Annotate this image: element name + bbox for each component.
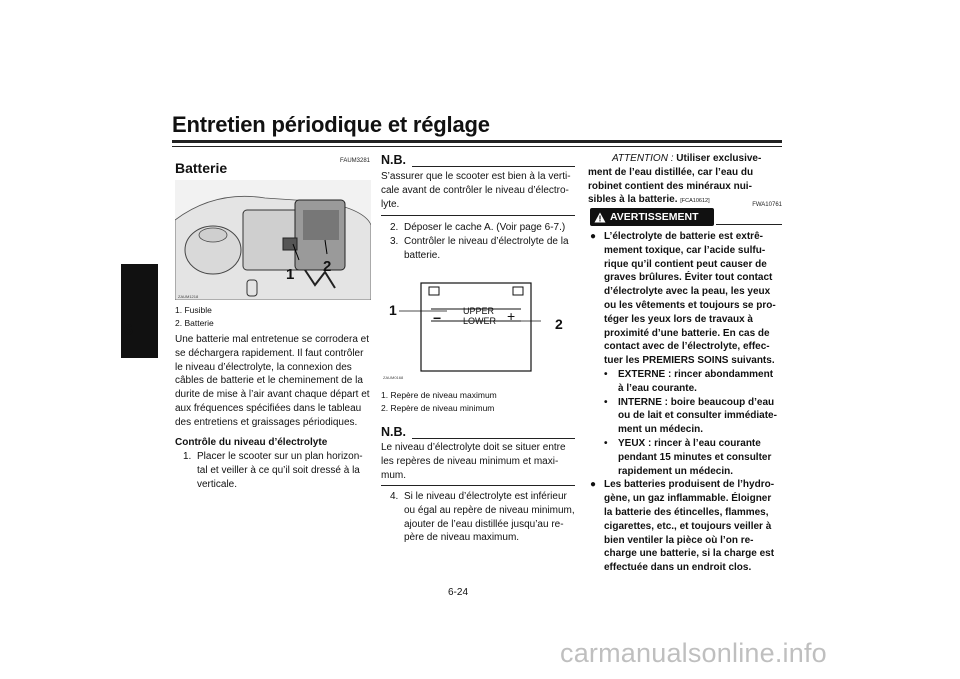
paragraph-line: Une batterie mal entretenue se corrodera et — [175, 334, 369, 345]
caption-item: 2. Batterie — [175, 318, 214, 328]
paragraph-line: le niveau d’électrolyte, la connexion des — [175, 361, 352, 373]
step-text: ajouter de l’eau distillée jusqu’au re- — [404, 518, 564, 530]
battery-level-figure — [381, 275, 575, 385]
caption-item: 1. Repère de niveau maximum — [381, 390, 497, 400]
paragraph-line: durite de mise à l’air avant chaque départ et — [175, 389, 370, 401]
step-text: batterie. — [404, 249, 441, 261]
note-line: lyte. — [381, 198, 400, 210]
warning-bullet: ● Les batteries produisent de l’hydro- gène, un gaz inflammable. Éloigner la batterie des étincelles, flammes, cigarettes, etc., et toujours veiller à bien ventiler la pièce où l’on re- charge une batterie, si la charge est effectuée dans un endroit clos. — [590, 479, 775, 574]
figure-label-1: 1 — [286, 266, 295, 283]
figure-code: ZAUM0168 — [383, 375, 404, 380]
step-text: père de niveau maximum. — [404, 532, 520, 544]
battery-photo — [175, 180, 371, 300]
attention-line: Utiliser exclusive- — [676, 153, 762, 164]
step-number: 2. — [390, 222, 399, 233]
paragraph-line: aux fréquences spécifiées dans le tableau — [175, 402, 362, 414]
note-end-rule — [381, 485, 575, 486]
note-line: mum. — [381, 469, 406, 481]
step-4 — [390, 490, 575, 545]
warning-list — [590, 230, 782, 575]
header-rule-thin — [172, 146, 782, 147]
header-rule — [172, 140, 782, 143]
chapter-tab — [121, 264, 158, 358]
figure-label-1: 1 — [389, 302, 397, 318]
step-text: tal et veiller à ce qu’il soit dressé à la — [197, 464, 360, 476]
attention-line: robinet contient des minéraux nui- — [588, 180, 752, 192]
warning-sub-bullet: • INTERNE : boire beaucoup d’eau ou de lait et consulter immédiate- ment un médecin. — [604, 396, 777, 436]
step-number: 4. — [390, 491, 399, 502]
figure-label-2: 2 — [323, 258, 332, 275]
upper-mark: UPPER — [463, 306, 495, 316]
lower-mark: LOWER — [463, 316, 497, 326]
note-line: Le niveau d’électrolyte doit se situer entre — [381, 442, 566, 453]
note-line: S’assurer que le scooter est bien à la verti- — [381, 171, 571, 182]
note-title: N.B. — [381, 153, 406, 167]
warning-badge — [590, 208, 714, 226]
figure-code: ZAUM1218 — [178, 294, 199, 299]
step-text: Placer le scooter sur un plan horizon- — [197, 451, 363, 462]
caption-item: 2. Repère de niveau minimum — [381, 403, 495, 413]
step-text: Contrôler le niveau d’électrolyte de la — [404, 236, 569, 247]
step-1 — [183, 450, 371, 491]
note-end-rule — [381, 215, 575, 216]
caption-item: 1. Fusible — [175, 305, 212, 315]
watermark: carmanualsonline.info — [560, 638, 827, 668]
step-number: 1. — [183, 451, 192, 462]
section-code: FAUM3281 — [339, 158, 370, 164]
intro-paragraph — [175, 333, 371, 430]
warning-sub-bullet: • EXTERNE : rincer abondamment à l’eau courante. — [604, 368, 774, 394]
page-header-title: Entretien périodique et réglage — [172, 112, 490, 137]
attention-notice — [588, 152, 782, 209]
warning-code: FWA10761 — [752, 202, 782, 208]
warning-sub-bullet: • YEUX : rincer à l’eau courante pendant 15 minutes et consulter rapidement un médecin. — [604, 437, 772, 477]
step-text: verticale. — [197, 478, 238, 490]
attention-code: [FCA10612] — [680, 198, 710, 205]
attention-label: ATTENTION : — [612, 153, 674, 164]
figure-caption — [175, 304, 214, 330]
chapter-number: 6 — [124, 322, 133, 339]
step-number: 3. — [390, 236, 399, 247]
step-text: ou égal au repère de niveau minimum, — [404, 504, 575, 516]
figure-label-2: 2 — [555, 316, 563, 332]
step-text: Si le niveau d’électrolyte est inférieur — [404, 491, 567, 502]
paragraph-line: câbles de batterie et le cheminement de la — [175, 375, 363, 387]
warning-bullet: ● L’électrolyte de batterie est extrê- mement toxique, car l’acide sulfu- rique qu’il contient peut causer de graves brûlures. Éviter tout contact d’électrolyte avec la peau, les yeux ou les vêtements et toujours se pro- téger les yeux lors de travaux à proximité d’une batterie. En cas de contact avec de l’électrolyte, effec- tuer les PREMIERS SOINS suivants. — [590, 231, 776, 367]
warning-rule — [716, 224, 782, 225]
note-rule — [412, 166, 575, 167]
note-body — [381, 441, 575, 482]
warning-triangle-icon — [590, 212, 610, 223]
step-text: Déposer le cache A. (Voir page 6-7.) — [404, 222, 566, 233]
attention-line: ment de l’eau distillée, car l’eau du — [588, 166, 754, 178]
attention-line: sibles à la batterie. — [588, 194, 678, 206]
plus-sign: + — [507, 308, 516, 324]
minus-sign: − — [433, 310, 442, 326]
note-title: N.B. — [381, 425, 406, 439]
warning-label: AVERTISSEMENT — [610, 211, 699, 223]
paragraph-line: se déchargera rapidement. Il faut contrôler — [175, 347, 364, 359]
subheading: Contrôle du niveau d’électrolyte — [175, 437, 328, 448]
note-line: cale avant de contrôler le niveau d’électro- — [381, 184, 569, 196]
page-number: 6-24 — [448, 587, 469, 598]
section-title: Batterie — [175, 160, 228, 176]
note-body — [381, 170, 575, 211]
step-3 — [390, 235, 575, 263]
paragraph-line: des entretiens et graissages périodiques. — [175, 416, 358, 428]
figure-caption — [381, 389, 497, 415]
note-rule — [412, 438, 575, 439]
step-2 — [390, 221, 575, 235]
note-line: les repères de niveau minimum et maxi- — [381, 455, 559, 467]
